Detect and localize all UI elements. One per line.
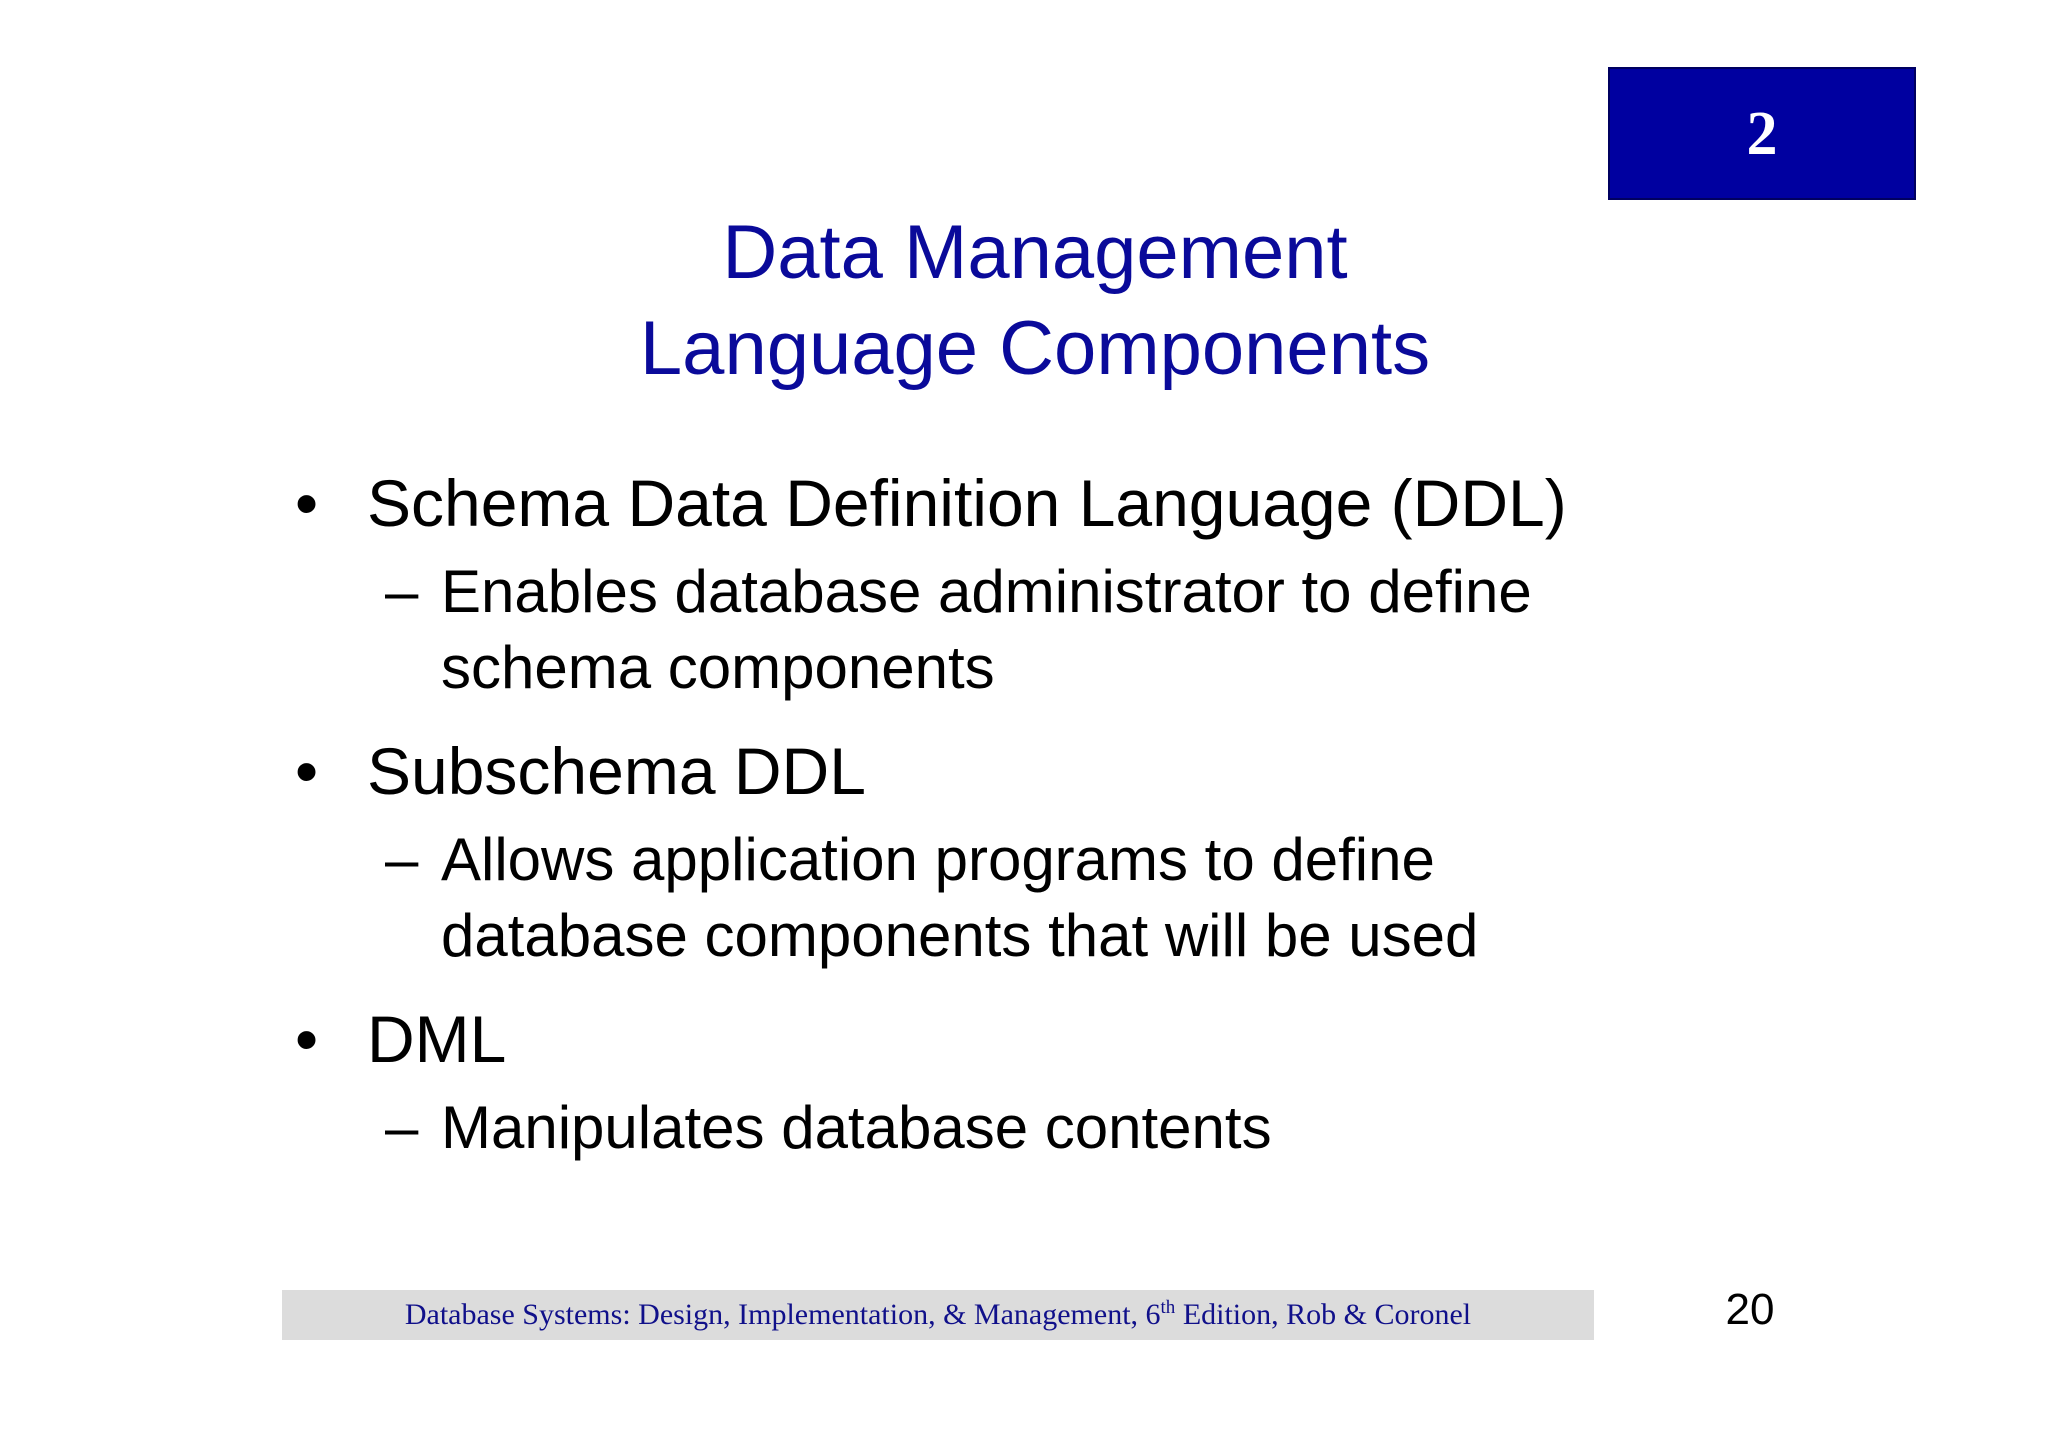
bullet-marker: • [295, 1002, 319, 1076]
bullet-marker: • [295, 466, 319, 540]
sub-bullet-item [385, 554, 1695, 706]
chapter-badge [1608, 67, 1916, 200]
footer-text-before: Database Systems: Design, Implementation, & Management, 6 [404, 1298, 1161, 1331]
bullet-item [295, 460, 1695, 546]
chapter-number: 2 [1746, 99, 1778, 168]
page-number: 20 [1725, 1285, 1775, 1334]
bullet-item [295, 996, 1695, 1082]
bullet-marker: • [295, 734, 319, 808]
sub-bullet-marker: – [385, 558, 419, 625]
slide-title-line-2: Language Components [639, 306, 1431, 391]
sub-bullet-item [385, 822, 1695, 974]
bullet-item [295, 728, 1695, 814]
bullet-list [295, 460, 1695, 1166]
bullet-text: Subschema DDL [367, 734, 866, 808]
sub-bullet-marker: – [385, 1094, 419, 1161]
footer-bar [282, 1290, 1594, 1340]
sub-bullet-text: Enables database administrator to define schema components [441, 558, 1532, 701]
sub-bullet-text: Manipulates database contents [441, 1094, 1272, 1161]
sub-bullet-marker: – [385, 826, 419, 893]
footer-citation [405, 1298, 1471, 1332]
bullet-text: Schema Data Definition Language (DDL) [367, 466, 1567, 540]
slide-title-line-1: Data Management [722, 210, 1348, 295]
slide-title [400, 205, 1670, 397]
bullet-text: DML [367, 1002, 507, 1076]
sub-bullet-text: Allows application programs to define database components that will be used [441, 826, 1479, 969]
sub-bullet-item [385, 1090, 1695, 1166]
footer-text-after: Edition, Rob & Coronel [1175, 1298, 1472, 1331]
footer-superscript: th [1160, 1297, 1176, 1318]
